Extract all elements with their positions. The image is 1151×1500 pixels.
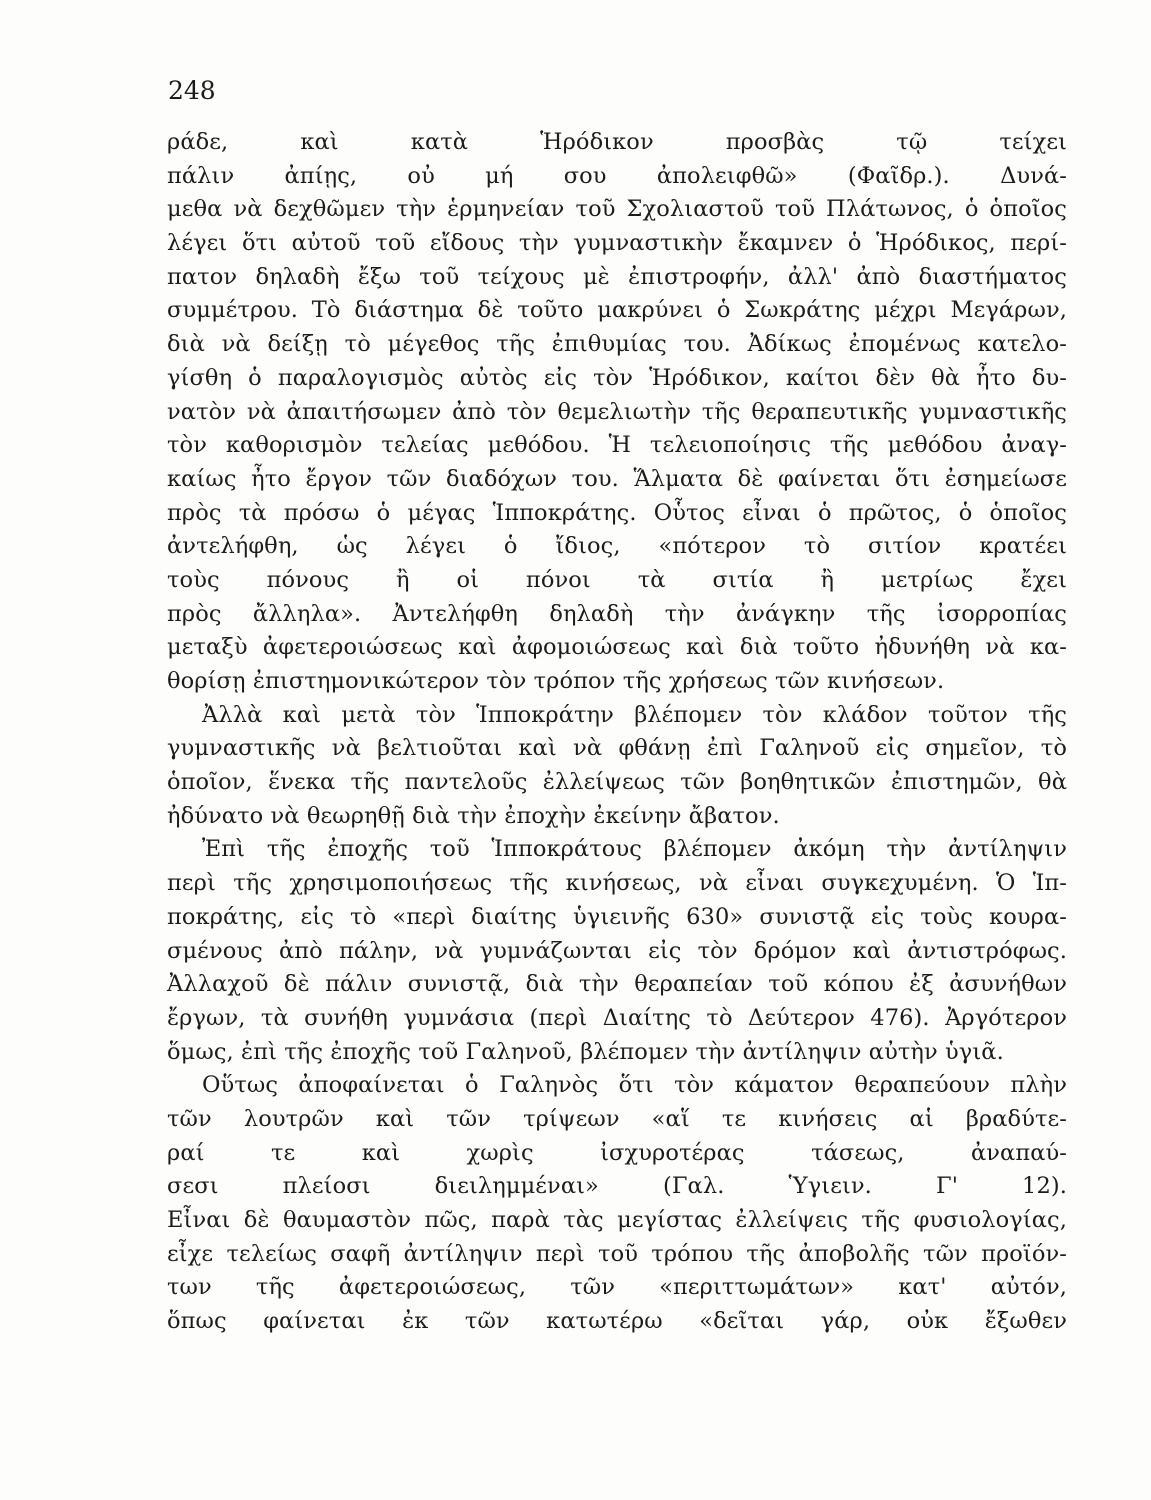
text-line: διὰ νὰ δείξῃ τὸ μέγεθος τῆς ἐπιθυμίας του. Ἀδίκως ἐπομένως κατελο- <box>167 331 1067 358</box>
text-line: νατὸν νὰ ἀπαιτήσωμεν ἀπὸ τὸν θεμελιωτὴν τῆς θεραπευτικῆς γυμναστικῆς <box>167 398 1067 425</box>
text-line: ὅμως, ἐπὶ τῆς ἐποχῆς τοῦ Γαληνοῦ, βλέπομεν τὴν ἀντίληψιν αὐτὴν ὑγιᾶ. <box>167 1038 1004 1065</box>
body-text <box>167 126 1067 1339</box>
page-number: 248 <box>168 76 216 105</box>
text-line: γίσθη ὁ παραλογισμὸς αὐτὸς εἰς τὸν Ἡρόδικον, καίτοι δὲν θὰ ἦτο δυ- <box>167 364 1067 391</box>
text-line: ἔργων, τὰ συνήθη γυμνάσια (περὶ Διαίτης τὸ Δεύτερον 476). Ἀργότερον <box>167 1004 1067 1031</box>
text-line: τῶν λουτρῶν καὶ τῶν τρίψεων «αἵ τε κινήσεις αἱ βραδύτε- <box>167 1105 1067 1132</box>
text-line: περὶ τῆς χρησιμοποιήσεως τῆς κινήσεως, νὰ εἶναι συγκεχυμένη. Ὁ Ἱπ- <box>167 870 1067 897</box>
text-line: Εἶναι δὲ θαυμαστὸν πῶς, παρὰ τὰς μεγίστας ἐλλείψεις τῆς φυσιολογίας, <box>167 1207 1067 1233</box>
text-line: Ἀλλαχοῦ δὲ πάλιν συνιστᾷ, διὰ τὴν θεραπείαν τοῦ κόπου ἐξ ἀσυνήθων <box>167 971 1067 998</box>
text-line: ράδε, καὶ κατὰ Ἡρόδικον προσβὰς τῷ τείχει <box>167 129 1067 155</box>
text-line: ποκράτης, εἰς τὸ «περὶ διαίτης ὑγιεινῆς 630» συνιστᾷ εἰς τοὺς κουρα- <box>167 903 1067 930</box>
text-line: μεταξὺ ἀφετεροιώσεως καὶ ἀφομοιώσεως καὶ διὰ τοῦτο ἠδυνήθη νὰ κα- <box>167 634 1067 661</box>
text-line: ὁποῖον, ἕνεκα τῆς παντελοῦς ἐλλείψεως τῶν βοηθητικῶν ἐπιστημῶν, θὰ <box>167 769 1067 796</box>
text-line: λέγει ὅτι αὐτοῦ τοῦ εἴδους τὴν γυμναστικὴν ἔκαμνεν ὁ Ἡρόδικος, περί- <box>167 230 1067 257</box>
text-line: σμένους ἀπὸ πάλην, νὰ γυμνάζωνται εἰς τὸν δρόμον καὶ ἀντιστρόφως. <box>167 937 1067 964</box>
text-line: πρὸς τὰ πρόσω ὁ μέγας Ἱπποκράτης. Οὗτος εἶναι ὁ πρῶτος, ὁ ὁποῖος <box>167 499 1067 526</box>
text-line: πρὸς ἄλληλα». Ἀντελήφθη δηλαδὴ τὴν ἀνάγκην τῆς ἰσορροπίας <box>167 600 1067 627</box>
text-line: ραί τε καὶ χωρὶς ἰσχυροτέρας τάσεως, ἀναπαύ- <box>167 1139 1067 1166</box>
text-line: Ἀλλὰ καὶ μετὰ τὸν Ἱπποκράτην βλέπομεν τὸν κλάδον τοῦτον τῆς <box>202 701 1067 728</box>
text-line: πάλιν ἀπίῃς, οὐ μή σου ἀπολειφθῶ» (Φαῖδρ.). Δυνά- <box>167 162 1067 189</box>
text-line: μεθα νὰ δεχθῶμεν τὴν ἑρμηνείαν τοῦ Σχολιαστοῦ τοῦ Πλάτωνος, ὁ ὁποῖος <box>167 196 1067 223</box>
text-line: τοὺς πόνους ἢ οἱ πόνοι τὰ σιτία ἢ μετρίως ἔχει <box>167 566 1067 593</box>
text-line: Ἐπὶ τῆς ἐποχῆς τοῦ Ἱπποκράτους βλέπομεν ἀκόμη τὴν ἀντίληψιν <box>202 836 1067 863</box>
text-line: των τῆς ἀφετεροιώσεως, τῶν «περιττωμάτων» κατ' αὐτόν, <box>167 1274 1067 1301</box>
text-line: ἀντελήφθη, ὡς λέγει ὁ ἴδιος, «πότερον τὸ σιτίον κρατέει <box>167 533 1067 560</box>
text-line: Οὕτως ἀποφαίνεται ὁ Γαληνὸς ὅτι τὸν κάματον θεραπεύουν πλὴν <box>202 1072 1067 1099</box>
text-line: συμμέτρου. Τὸ διάστημα δὲ τοῦτο μακρύνει ὁ Σωκράτης μέχρι Μεγάρων, <box>167 297 1067 324</box>
text-line: πατον δηλαδὴ ἔξω τοῦ τείχους μὲ ἐπιστροφήν, ἀλλ' ἀπὸ διαστήματος <box>167 263 1067 290</box>
text-line: εἶχε τελείως σαφῆ ἀντίληψιν περὶ τοῦ τρόπου τῆς ἀποβολῆς τῶν προϊόν- <box>167 1240 1067 1267</box>
text-line: ὅπως φαίνεται ἐκ τῶν κατωτέρω «δεῖται γάρ, οὐκ ἔξωθεν <box>167 1308 1067 1335</box>
text-line: θορίσῃ ἐπιστημονικώτερον τὸν τρόπον τῆς χρήσεως τῶν κινήσεων. <box>167 668 945 694</box>
text-line: τὸν καθορισμὸν τελείας μεθόδου. Ἡ τελειοποίησις τῆς μεθόδου ἀναγ- <box>167 432 1067 459</box>
text-line: γυμναστικῆς νὰ βελτιοῦται καὶ νὰ φθάνῃ ἐπὶ Γαληνοῦ εἰς σημεῖον, τὸ <box>167 735 1067 762</box>
text-line: σεσι πλείοσι διειλημμέναι» (Γαλ. Ὑγιειν. Γ' 12). <box>167 1173 1067 1200</box>
text-line: ἠδύνατο νὰ θεωρηθῇ διὰ τὴν ἐποχὴν ἐκείνην ἄβατον. <box>167 802 780 829</box>
text-line: καίως ἦτο ἔργον τῶν διαδόχων του. Ἅλματα δὲ φαίνεται ὅτι ἐσημείωσε <box>167 465 1067 492</box>
